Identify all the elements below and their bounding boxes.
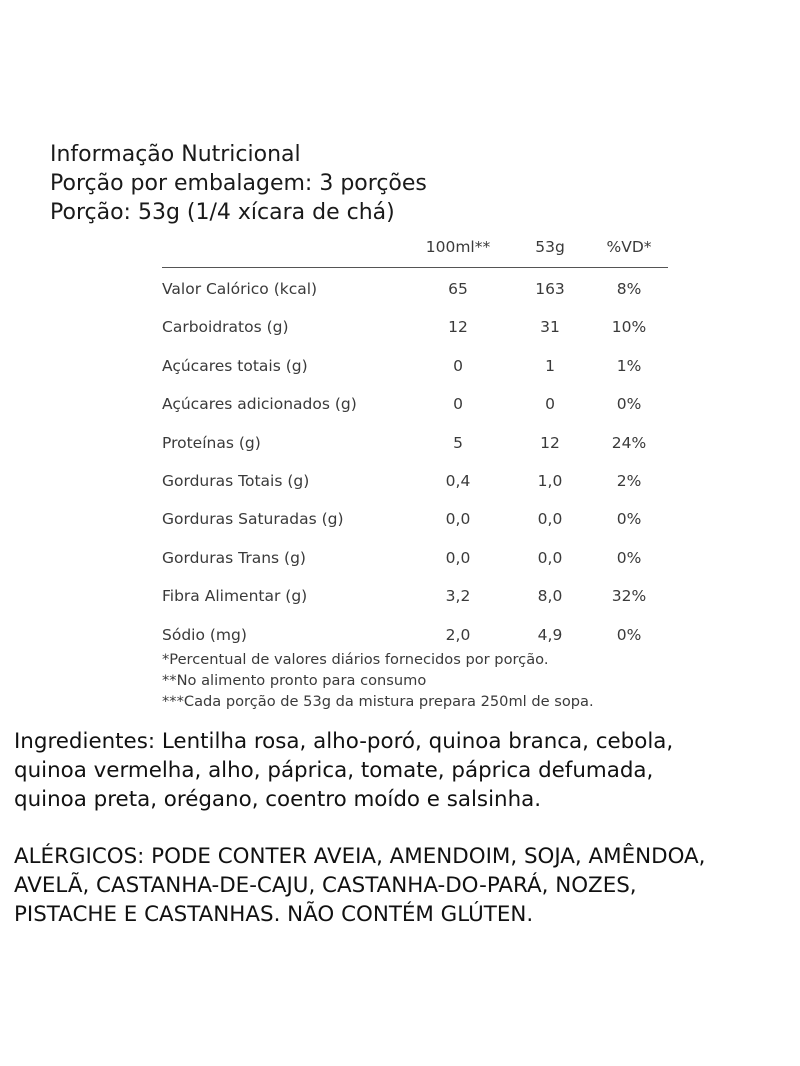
row-value-53g: 31 — [540, 318, 560, 337]
row-value-vd: 24% — [611, 433, 647, 452]
row-value-vd: 0% — [616, 625, 642, 644]
row-value-53g: 4,9 — [537, 625, 563, 644]
table-body — [162, 268, 668, 652]
nutrition-header — [50, 140, 427, 227]
ingredients-line: quinoa vermelha, alho, páprica, tomate, páprica defumada, — [14, 758, 654, 783]
row-value-53g: 0 — [545, 395, 555, 414]
footnote-preparation: ***Cada porção de 53g da mistura prepara 250ml de sopa. — [162, 693, 594, 710]
row-label: Fibra Alimentar (g) — [162, 587, 308, 606]
row-value-100ml: 12 — [448, 318, 468, 337]
row-value-100ml: 0,0 — [445, 548, 471, 567]
serving-size: Porção: 53g (1/4 xícara de chá) — [50, 200, 395, 225]
table-header — [162, 232, 668, 268]
table-footnotes — [162, 649, 594, 712]
row-value-53g: 1,0 — [537, 471, 563, 490]
row-value-100ml: 5 — [453, 433, 463, 452]
row-label: Gorduras Totais (g) — [162, 471, 310, 490]
table-row — [162, 306, 668, 344]
table-row — [162, 268, 668, 306]
table-row — [162, 537, 668, 575]
table-row — [162, 422, 668, 460]
row-value-vd: 1% — [616, 356, 642, 375]
row-value-vd: 0% — [616, 548, 642, 567]
row-label: Carboidratos (g) — [162, 318, 289, 337]
row-value-vd: 10% — [611, 318, 647, 337]
ingredients-line: Ingredientes: Lentilha rosa, alho-poró, quinoa branca, cebola, — [14, 729, 674, 754]
allergens-text — [14, 842, 794, 929]
row-label: Açúcares totais (g) — [162, 356, 308, 375]
allergens-line: AVELÃ, CASTANHA-DE-CAJU, CASTANHA-DO-PARÁ, NOZES, — [14, 873, 637, 898]
ingredients-line: quinoa preta, orégano, coentro moído e salsinha. — [14, 787, 542, 812]
table-row — [162, 345, 668, 383]
row-value-100ml: 2,0 — [445, 625, 471, 644]
row-value-vd: 0% — [616, 395, 642, 414]
row-value-100ml: 0 — [453, 356, 463, 375]
row-label: Sódio (mg) — [162, 625, 247, 644]
row-value-100ml: 65 — [448, 280, 468, 298]
row-label: Gorduras Saturadas (g) — [162, 510, 344, 529]
row-label: Valor Calórico (kcal) — [162, 280, 318, 298]
table-row — [162, 460, 668, 498]
row-value-vd: 32% — [611, 587, 647, 606]
row-value-53g: 8,0 — [537, 587, 563, 606]
footnote-vd: *Percentual de valores diários fornecidos por porção. — [162, 651, 549, 668]
column-header-vd: %VD* — [606, 238, 652, 256]
row-value-100ml: 0 — [453, 395, 463, 414]
row-value-vd: 0% — [616, 510, 642, 529]
row-value-100ml: 0,0 — [445, 510, 471, 529]
nutrition-title: Informação Nutricional — [50, 142, 301, 167]
row-value-100ml: 3,2 — [445, 587, 471, 606]
allergens-line: ALÉRGICOS: PODE CONTER AVEIA, AMENDOIM, SOJA, AMÊNDOA, — [14, 844, 706, 869]
row-value-53g: 0,0 — [537, 510, 563, 529]
row-value-vd: 8% — [616, 280, 642, 298]
table-row — [162, 575, 668, 613]
row-label: Açúcares adicionados (g) — [162, 395, 357, 414]
column-header-100ml: 100ml** — [425, 238, 491, 256]
allergens-line: PISTACHE E CASTANHAS. NÃO CONTÉM GLÚTEN. — [14, 902, 534, 927]
row-label: Gorduras Trans (g) — [162, 548, 306, 567]
servings-per-package: Porção por embalagem: 3 porções — [50, 171, 427, 196]
column-header-53g: 53g — [535, 238, 565, 256]
table-row — [162, 383, 668, 421]
ingredients-text — [14, 727, 794, 814]
table-row — [162, 498, 668, 536]
row-value-53g: 1 — [545, 356, 555, 375]
table-row — [162, 614, 668, 652]
row-value-53g: 0,0 — [537, 548, 563, 567]
footnote-ready-to-eat: **No alimento pronto para consumo — [162, 672, 427, 689]
row-value-53g: 163 — [535, 280, 565, 298]
nutrition-table — [162, 232, 668, 652]
row-value-53g: 12 — [540, 433, 560, 452]
row-value-vd: 2% — [616, 471, 642, 490]
row-value-100ml: 0,4 — [445, 471, 471, 490]
row-label: Proteínas (g) — [162, 433, 261, 452]
